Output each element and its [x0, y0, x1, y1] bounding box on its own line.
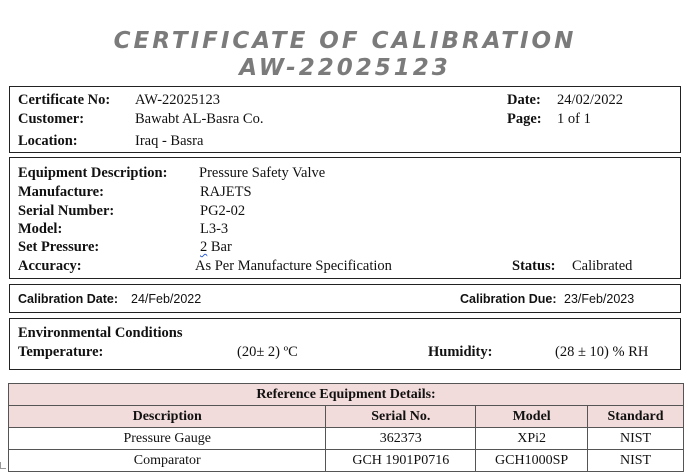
table-cell: XPi2 [476, 428, 588, 450]
calibration-date-value: 24/Feb/2022 [131, 292, 202, 306]
customer-value: Bawabt AL-Basra Co. [135, 111, 264, 127]
customer-label: Customer: [18, 111, 85, 127]
calibration-due-label: Calibration Due: [460, 292, 557, 306]
table-cell: Pressure Gauge [9, 428, 326, 450]
accuracy-label: Accuracy: [18, 258, 82, 274]
model-label: Model: [18, 221, 63, 237]
location-label: Location: [18, 133, 78, 149]
cert-no-value: AW-22025123 [135, 92, 221, 108]
column-header: Serial No. [326, 406, 476, 428]
column-header: Model [476, 406, 588, 428]
humidity-label: Humidity: [428, 344, 493, 360]
model-value: L3-3 [200, 221, 229, 237]
humidity-value: (28 ± 10) % RH [555, 344, 649, 360]
certificate-title: CERTIFICATE OF CALIBRATION [113, 28, 577, 54]
temperature-value: (20± 2) ºC [237, 344, 298, 360]
serial-number-value: PG2-02 [200, 203, 246, 219]
set-pressure-number: 2 [200, 239, 208, 255]
status-label: Status: [512, 258, 556, 274]
manufacture-label: Manufacture: [18, 184, 104, 200]
date-value: 24/02/2022 [557, 92, 624, 108]
set-pressure-unit: Bar [207, 239, 232, 255]
reference-header-row [9, 406, 684, 428]
table-cell: GCH1000SP [476, 450, 588, 472]
table-cell: NIST [588, 428, 684, 450]
environment-box [9, 318, 681, 370]
date-label: Date: [507, 92, 541, 108]
reference-title: Reference Equipment Details: [9, 384, 684, 406]
column-header: Description [9, 406, 326, 428]
set-pressure-value [200, 239, 232, 256]
column-header: Standard [588, 406, 684, 428]
table-cell: 362373 [326, 428, 476, 450]
equipment-box [9, 157, 681, 279]
equipment-description-label: Equipment Description: [18, 165, 168, 181]
cert-no-label: Certificate No: [18, 92, 111, 108]
environment-heading: Environmental Conditions [18, 325, 183, 341]
table-cell: GCH 1901P0716 [326, 450, 476, 472]
calibration-dates-box [9, 284, 681, 313]
equipment-description-value: Pressure Safety Valve [199, 165, 326, 181]
accuracy-value: As Per Manufacture Specification [195, 258, 392, 274]
location-value: Iraq - Basra [135, 133, 204, 149]
certificate-number-title: AW-22025123 [239, 55, 451, 81]
table-move-handle-icon [0, 462, 6, 469]
status-value: Calibrated [572, 258, 633, 274]
table-row [9, 428, 684, 450]
table-cell: NIST [588, 450, 684, 472]
serial-number-label: Serial Number: [18, 203, 115, 219]
reference-title-row [9, 384, 684, 406]
manufacture-value: RAJETS [200, 184, 252, 200]
calibration-date-label: Calibration Date: [18, 292, 119, 306]
set-pressure-label: Set Pressure: [18, 239, 100, 255]
page-label: Page: [507, 111, 542, 127]
table-cell: Comparator [9, 450, 326, 472]
certificate-info-box [9, 86, 681, 153]
reference-equipment-table [8, 383, 684, 472]
page-value: 1 of 1 [557, 111, 591, 127]
table-row [9, 450, 684, 472]
temperature-label: Temperature: [18, 344, 104, 360]
calibration-due-value: 23/Feb/2023 [564, 292, 635, 306]
